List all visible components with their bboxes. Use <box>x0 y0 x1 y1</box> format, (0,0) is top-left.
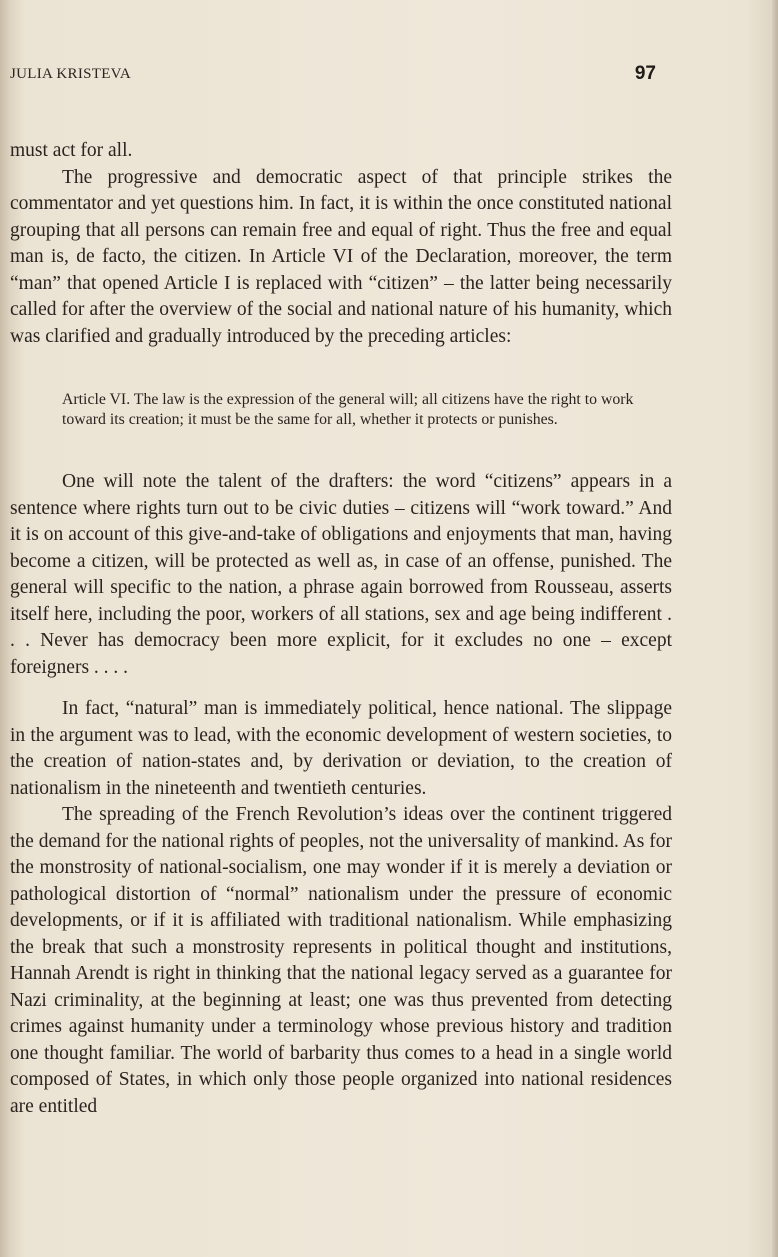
page-edge-shadow <box>772 0 778 1257</box>
paragraph-continuation: must act for all. <box>10 140 133 161</box>
body-text <box>10 138 672 1120</box>
paragraph-french-revolution: The spreading of the French Revolution’s ideas over the continent triggered the demand for the national rights of peoples, not the universality of mankind. As for the monstrosity of national-socialism, one may wonder if it is merely a deviation or pathological distortion of “normal” nationalism under the pressure of economic developments, or if it is affiliated with traditional nationalism. While emphasizing the break that such a monstrosity represents in political thought and institutions, Hannah Arendt is right in thinking that the national legacy served as a guarantee for Nazi criminality, at the beginning at least; one was thus prevented from detecting crimes against humanity under a terminology whose previous history and tradition one thought familiar. The world of barbarity thus comes to a head in a single world composed of States, in which only those people organized into national residences are entitled <box>10 804 672 1117</box>
paragraph-natural-man: In fact, “natural” man is immediately political, hence national. The slippage in the argument was to lead, with the economic development of western societies, to the creation of nation-states and, by derivation or deviation, to the creation of nationalism in the nineteenth and twentieth centuries. <box>10 698 672 799</box>
block-quote-article-vi: Article VI. The law is the expression of the general will; all citizens have the right to work toward its creation; it must be the same for all, whether it protects or punishes. <box>62 391 634 428</box>
author-name: JULIA KRISTEVA <box>10 66 132 82</box>
paragraph-drafters-talent: One will note the talent of the drafters: the word “citizens” appears in a sentence where rights turn out to be civic duties – citizens will “work toward.” And it is on account of this give-and-take of obligations and enjoyments that man, having become a citizen, will be protected as well as, in case of an offense, punished. The general will specific to the nation, a phrase again borrowed from Rousseau, asserts itself here, including the poor, workers of all stations, sex and age being indifferent . . . Never has democracy been more explicit, for it excludes no one – except foreigners . . . . <box>10 471 672 678</box>
page-number: 97 <box>634 63 656 84</box>
paragraph-progressive-aspect: The progressive and democratic aspect of that principle strikes the commentator and yet questions him. In fact, it is within the once constituted national grouping that all persons can remain free and equal of right. Thus the free and equal man is, de facto, the citizen. In Article VI of the Declaration, moreover, the term “man” that opened Article I is replaced with “citizen” – the latter being necessarily called for after the overview of the social and national nature of his humanity, which was clarified and gradually introduced by the preceding articles: <box>10 166 672 347</box>
running-head <box>10 63 656 90</box>
